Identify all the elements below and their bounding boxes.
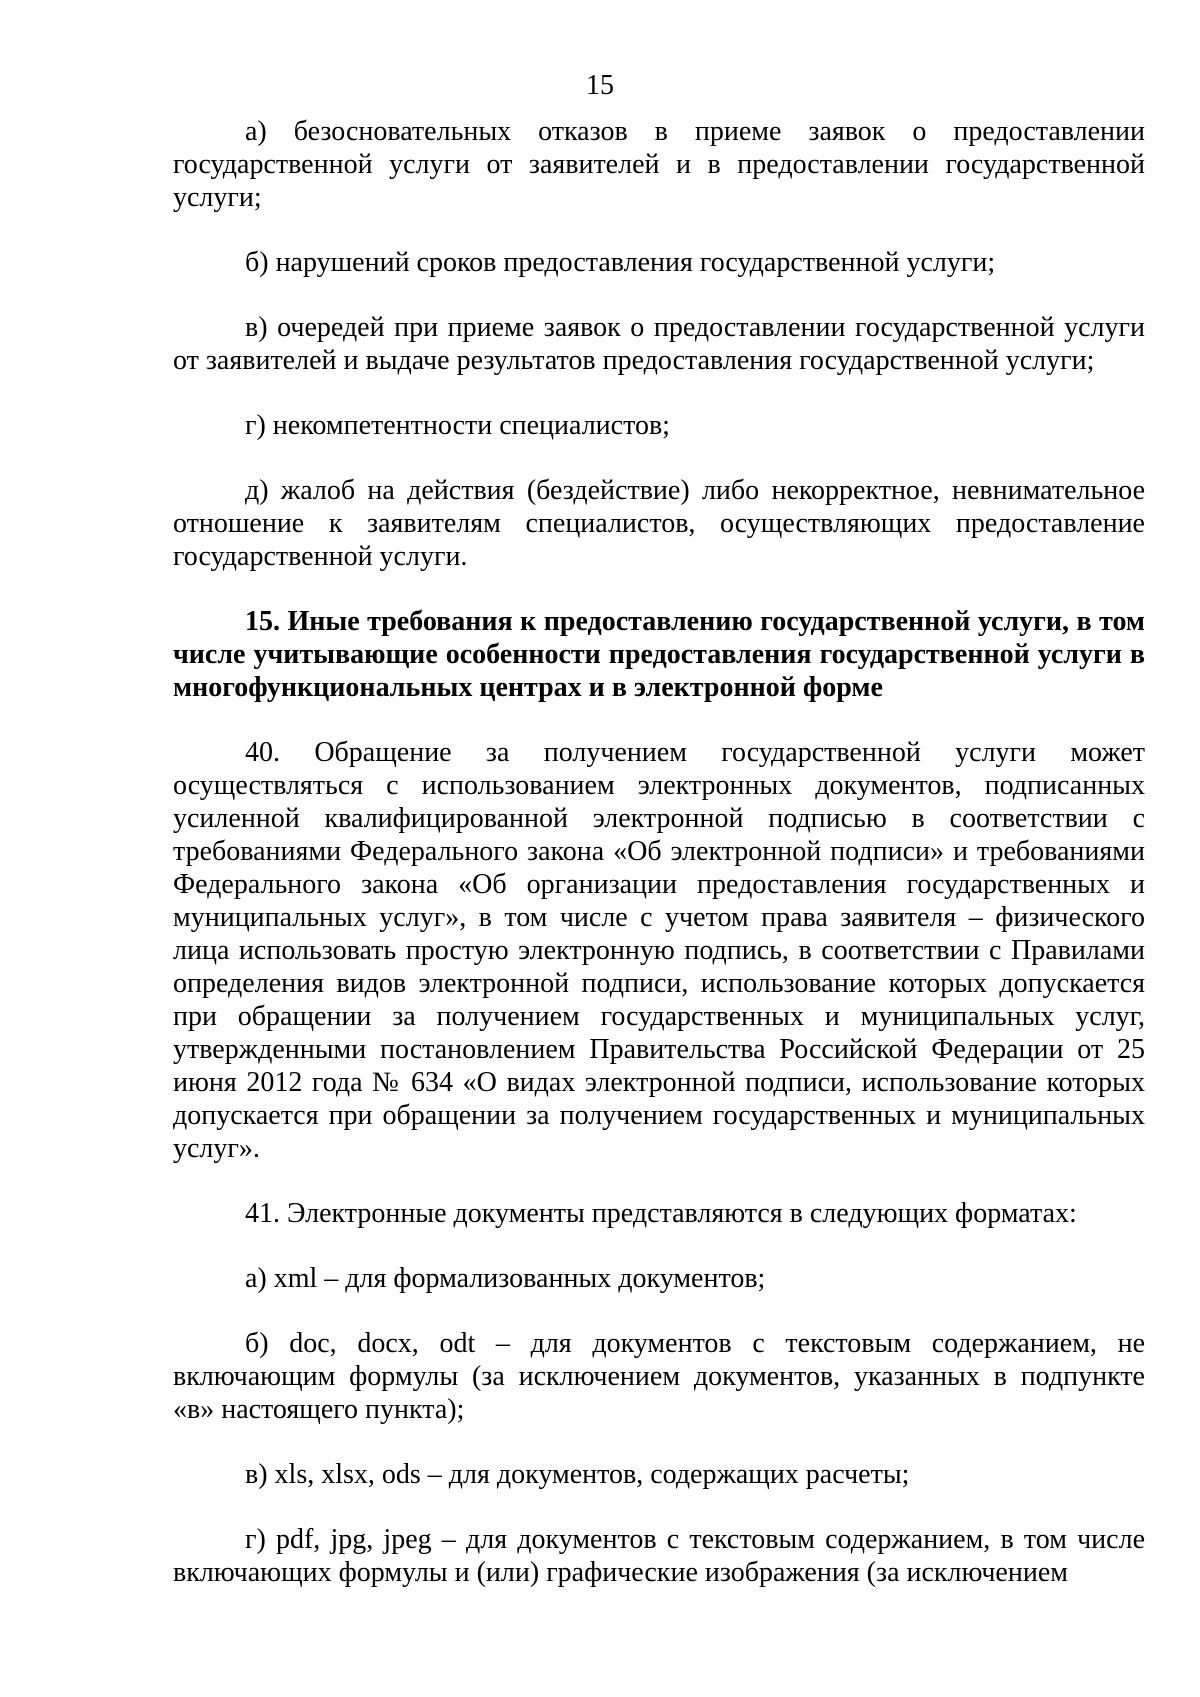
paragraph-item-d: д) жалоб на действия (бездействие) либо некорректное, невнимательное отношение к заявителям специалистов, осуществляющих предоставление государственной услуги. (173, 475, 1145, 572)
paragraph-item-v: в) очередей при приеме заявок о предоставлении государственной услуги от заявителей и выдаче результатов предоставления государственной услуги; (173, 312, 1145, 376)
format-item-g: г) pdf, jpg, jpeg – для документов с текстовым содержанием, в том числе включающих формулы и (или) графические изображения (за исключением (173, 1524, 1145, 1588)
paragraph-item-a: а) безосновательных отказов в приеме заявок о предоставлении государственной услуги от заявителей и в предоставлении государственной услуги; (173, 116, 1145, 213)
document-body (173, 115, 1145, 1589)
format-item-a: а) xml – для формализованных документов; (245, 1263, 766, 1294)
paragraph-item-g: г) некомпетентности специалистов; (245, 410, 670, 441)
paragraph-item-b: б) нарушений сроков предоставления государственной услуги; (245, 247, 996, 278)
section-heading-15: 15. Иные требования к предоставлению государственной услуги, в том числе учитывающие особенности предоставления государственной услуги в многофункциональных центрах и в электронной форме (173, 606, 1145, 703)
paragraph-41: 41. Электронные документы представляются в следующих форматах: (245, 1198, 1077, 1229)
paragraph-40: 40. Обращение за получением государственной услуги может осуществляться с использованием электронных документов, подписанных усиленной квалифицированной электронной подписью в соответствии с требованиями Федерального закона «Об электронной подписи» и требованиями Федерального закона «Об организации предоставления государственных и муниципальных услуг», в том числе с учетом права заявителя – физического лица использовать простую электронную подпись, в соответствии с Правилами определения видов электронной подписи, использование которых допускается при обращении за получением государственных и муниципальных услуг, утвержденными постановлением Правительства Российской Федерации от 25 июня 2012 года № 634 «О видах электронной подписи, использование которых допускается при обращении за получением государственных и муниципальных услуг». (173, 737, 1145, 1164)
format-item-b: б) doc, docx, odt – для документов с текстовым содержанием, не включающим формулы (за исключением документов, указанных в подпункте «в» настоящего пункта); (173, 1328, 1145, 1425)
format-item-v: в) xls, xlsx, ods – для документов, содержащих расчеты; (245, 1459, 910, 1490)
page-number: 15 (586, 70, 614, 101)
